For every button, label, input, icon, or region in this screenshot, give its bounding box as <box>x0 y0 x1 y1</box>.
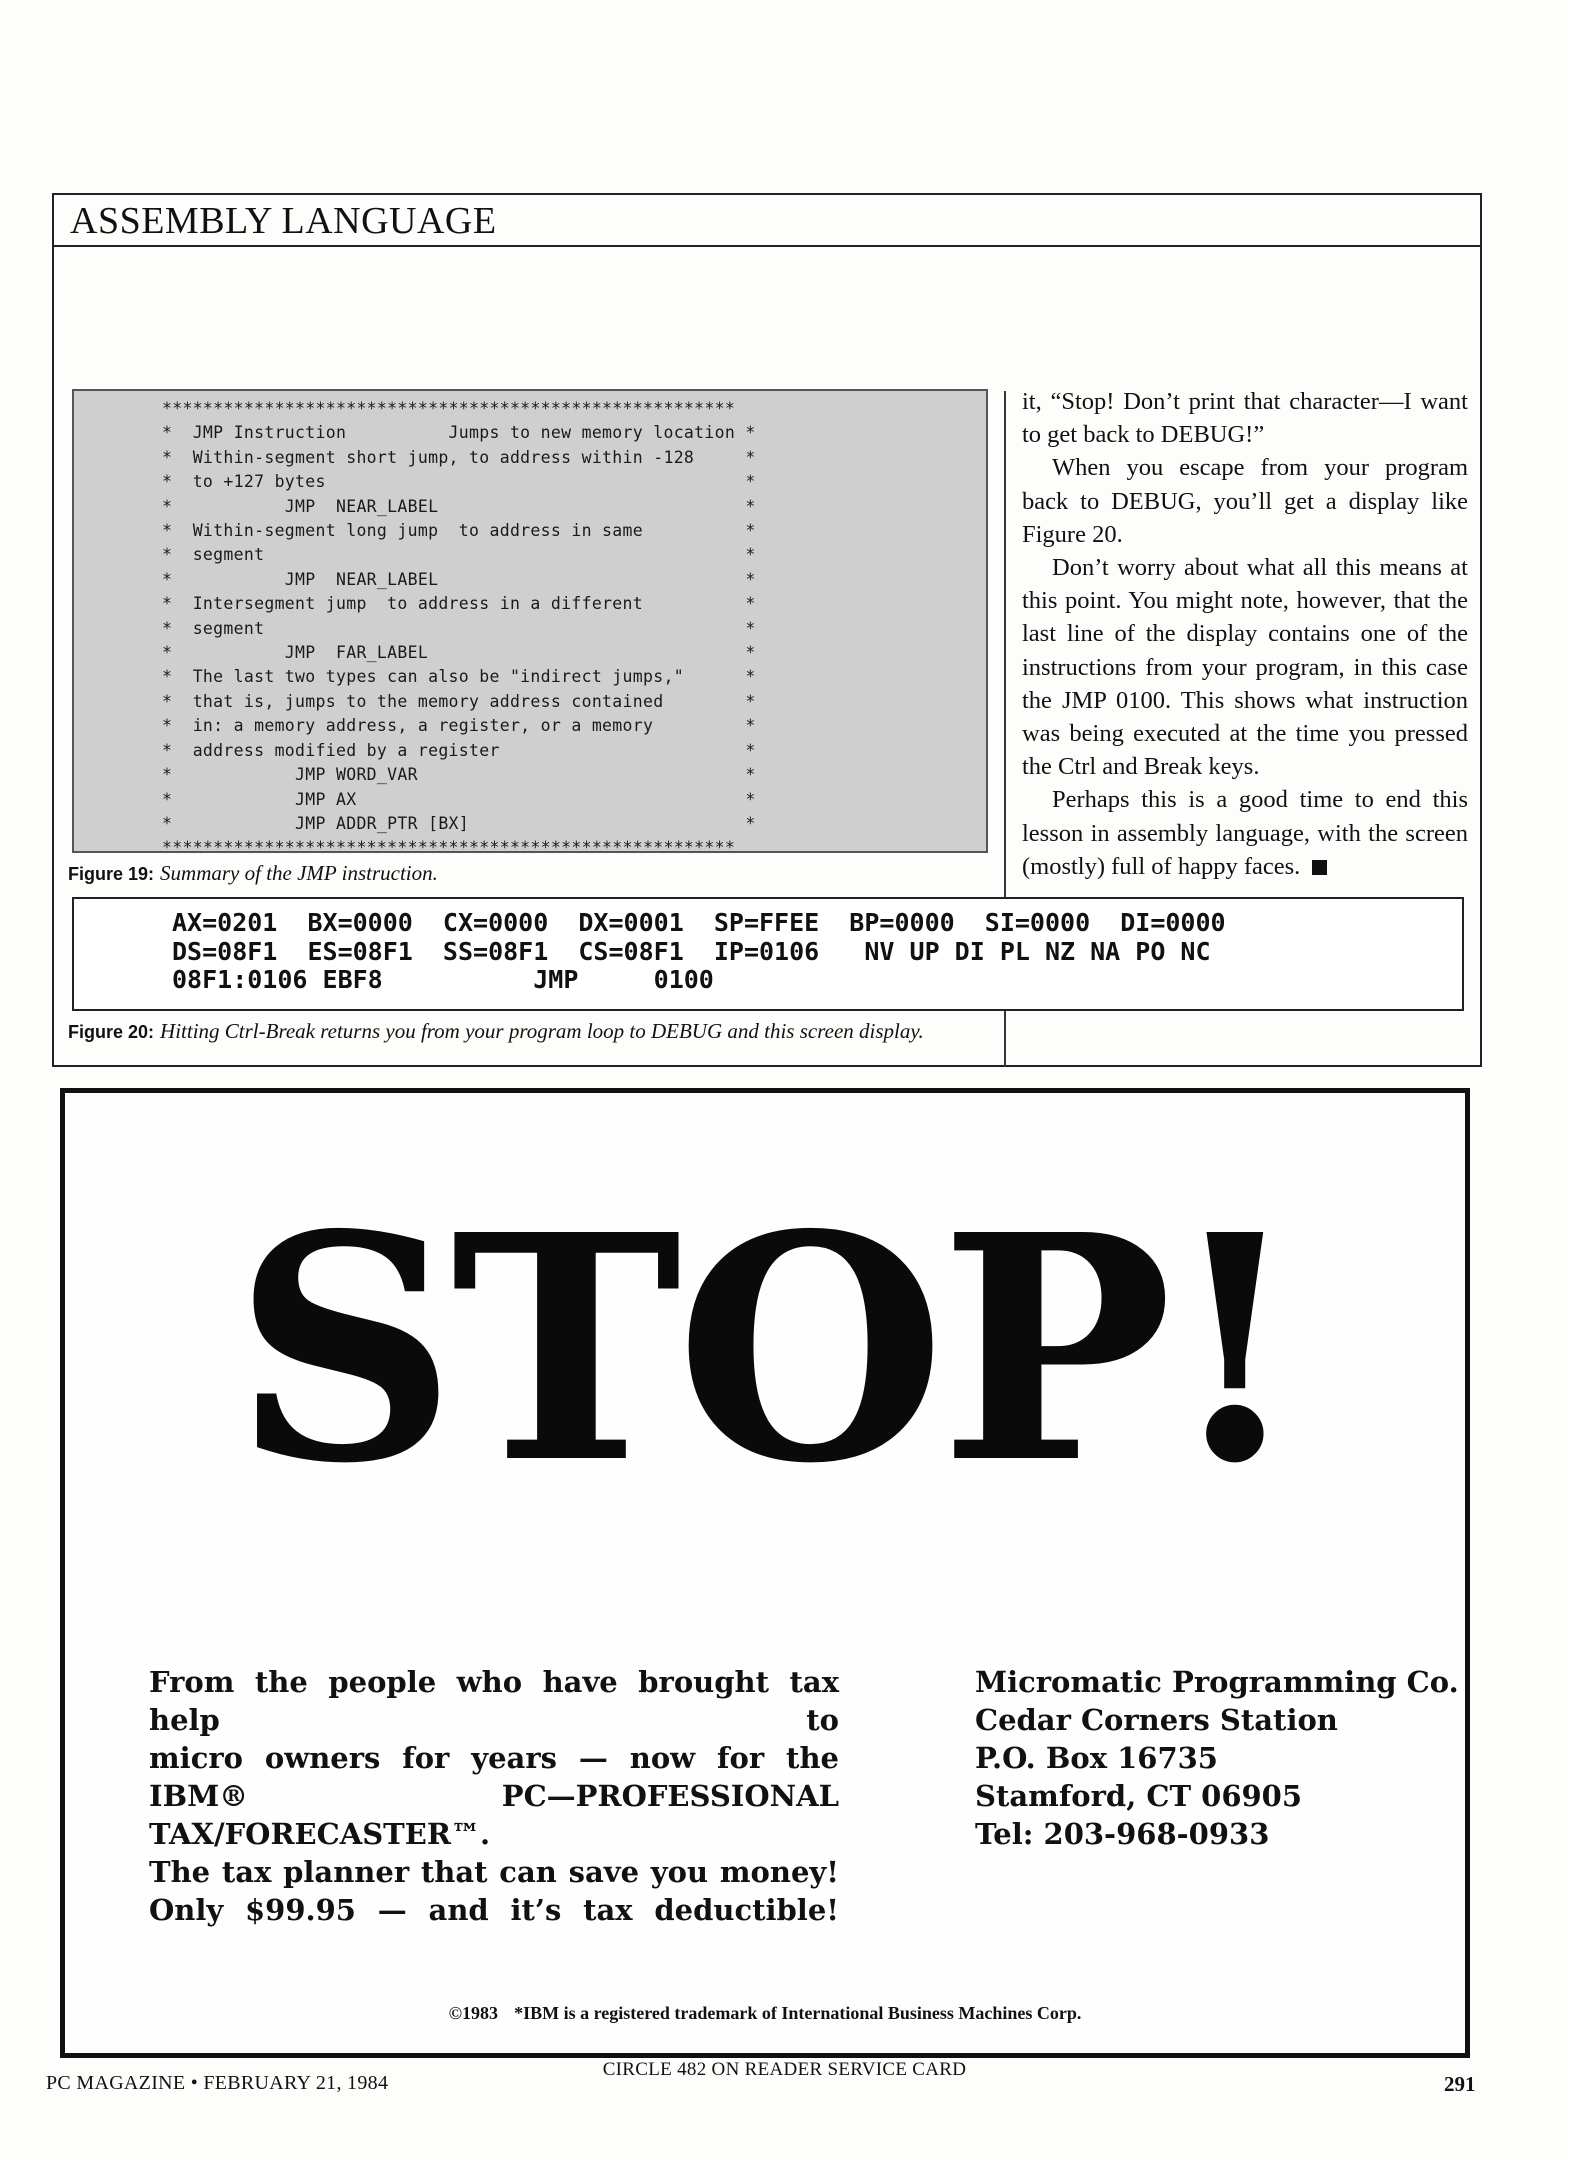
advertisement <box>60 1088 1470 2058</box>
ad-copy <box>149 1663 839 1929</box>
figure-20-registers: AX=0201 BX=0000 CX=0000 DX=0001 SP=FFEE BP=0000 SI=0000 DI=0000 DS=08F1 ES=08F1 SS=08F1 CS=08F1 IP=0106 NV UP DI PL NZ NA PO NC 08F1:0106 EBF8 JMP 0100 <box>172 908 1226 994</box>
section-header <box>54 195 1480 247</box>
article-box <box>52 193 1482 1067</box>
article-paragraph-2: When you escape from your program back to DEBUG, you’ll get a display like Figure 20. <box>1022 454 1468 548</box>
article-paragraph-4-text: Perhaps this is a good time to end this lesson in assembly language, with the screen (mostly) full of happy faces. <box>1022 786 1468 880</box>
ad-address <box>975 1663 1459 1853</box>
ad-headline: STOP! <box>233 1168 1297 1532</box>
figure-19-screen <box>72 389 988 858</box>
ad-copy-line: From the people who have brought tax help to <box>149 1665 839 1737</box>
ad-copy-line: micro owners for years — now for the <box>149 1741 839 1775</box>
article-paragraph-4 <box>1022 783 1468 883</box>
ad-copy-line: IBM® PC—PROFESSIONAL TAX/FORECASTER™. <box>149 1779 839 1851</box>
company-name: Micromatic Programming Co. <box>975 1665 1459 1699</box>
article-body <box>1022 385 1468 883</box>
figure-19-caption-text: Summary of the JMP instruction. <box>160 861 438 885</box>
figure-19-code: ******************************************************** * JMP Instruction Jumps to new memory location * * Within-segment short jump, to address within -128 * * to +127 bytes * * JMP NEAR_LABEL * * Within-segment long jump to address in same * * segment * * JMP NEAR_LABEL * * Intersegment jump to address in a different * * segment * * JMP FAR_LABEL * * The last two types can also be "indirect jumps," * * that is, jumps to the memory address contained * * in: a memory address, a register, or a memory * * address modified by a register * * JMP WORD_VAR * * JMP AX * * JMP ADDR_PTR [BX] * ******************************************************** <box>162 399 756 858</box>
article-paragraph-1: it, “Stop! Don’t print that character—I want to get back to DEBUG!” <box>1022 388 1468 449</box>
figure-19-label: Figure 19: <box>68 864 155 884</box>
ad-copy-line: Only $99.95 — and it’s tax deductible! <box>149 1893 839 1927</box>
figure-19-caption <box>68 861 438 886</box>
address-line: Stamford, CT 06905 <box>975 1779 1303 1813</box>
figure-20-caption-text: Hitting Ctrl-Break returns you from your program loop to DEBUG and this screen display. <box>160 1019 924 1043</box>
figure-20-caption <box>68 1019 924 1044</box>
trademark-notice: *IBM is a registered trademark of International Business Machines Corp. <box>514 2003 1082 2023</box>
phone-number: Tel: 203-968-0933 <box>975 1817 1270 1851</box>
ad-fineprint <box>65 2003 1465 2024</box>
copyright-notice: ©1983 <box>448 2003 499 2023</box>
footer-publication: PC MAGAZINE • FEBRUARY 21, 1984 <box>46 2072 389 2094</box>
address-line: P.O. Box 16735 <box>975 1741 1218 1775</box>
page-number: 291 <box>1444 2072 1476 2096</box>
end-of-article-mark <box>1312 860 1327 875</box>
footer-reader-service: CIRCLE 482 ON READER SERVICE CARD <box>602 2059 967 2080</box>
figure-20-screen <box>72 897 1464 1011</box>
ad-copy-line: The tax planner that can save you money! <box>149 1855 839 1889</box>
section-title: ASSEMBLY LANGUAGE <box>70 200 497 242</box>
address-line: Cedar Corners Station <box>975 1703 1338 1737</box>
article-paragraph-3: Don’t worry about what all this means at this point. You might note, however, that the last line of the display contains one of the instructions from your program, in this case the JMP 0100. This shows what instruction was being executed at the time you pressed the Ctrl and Break keys. <box>1022 554 1468 781</box>
figure-20-label: Figure 20: <box>68 1022 155 1042</box>
